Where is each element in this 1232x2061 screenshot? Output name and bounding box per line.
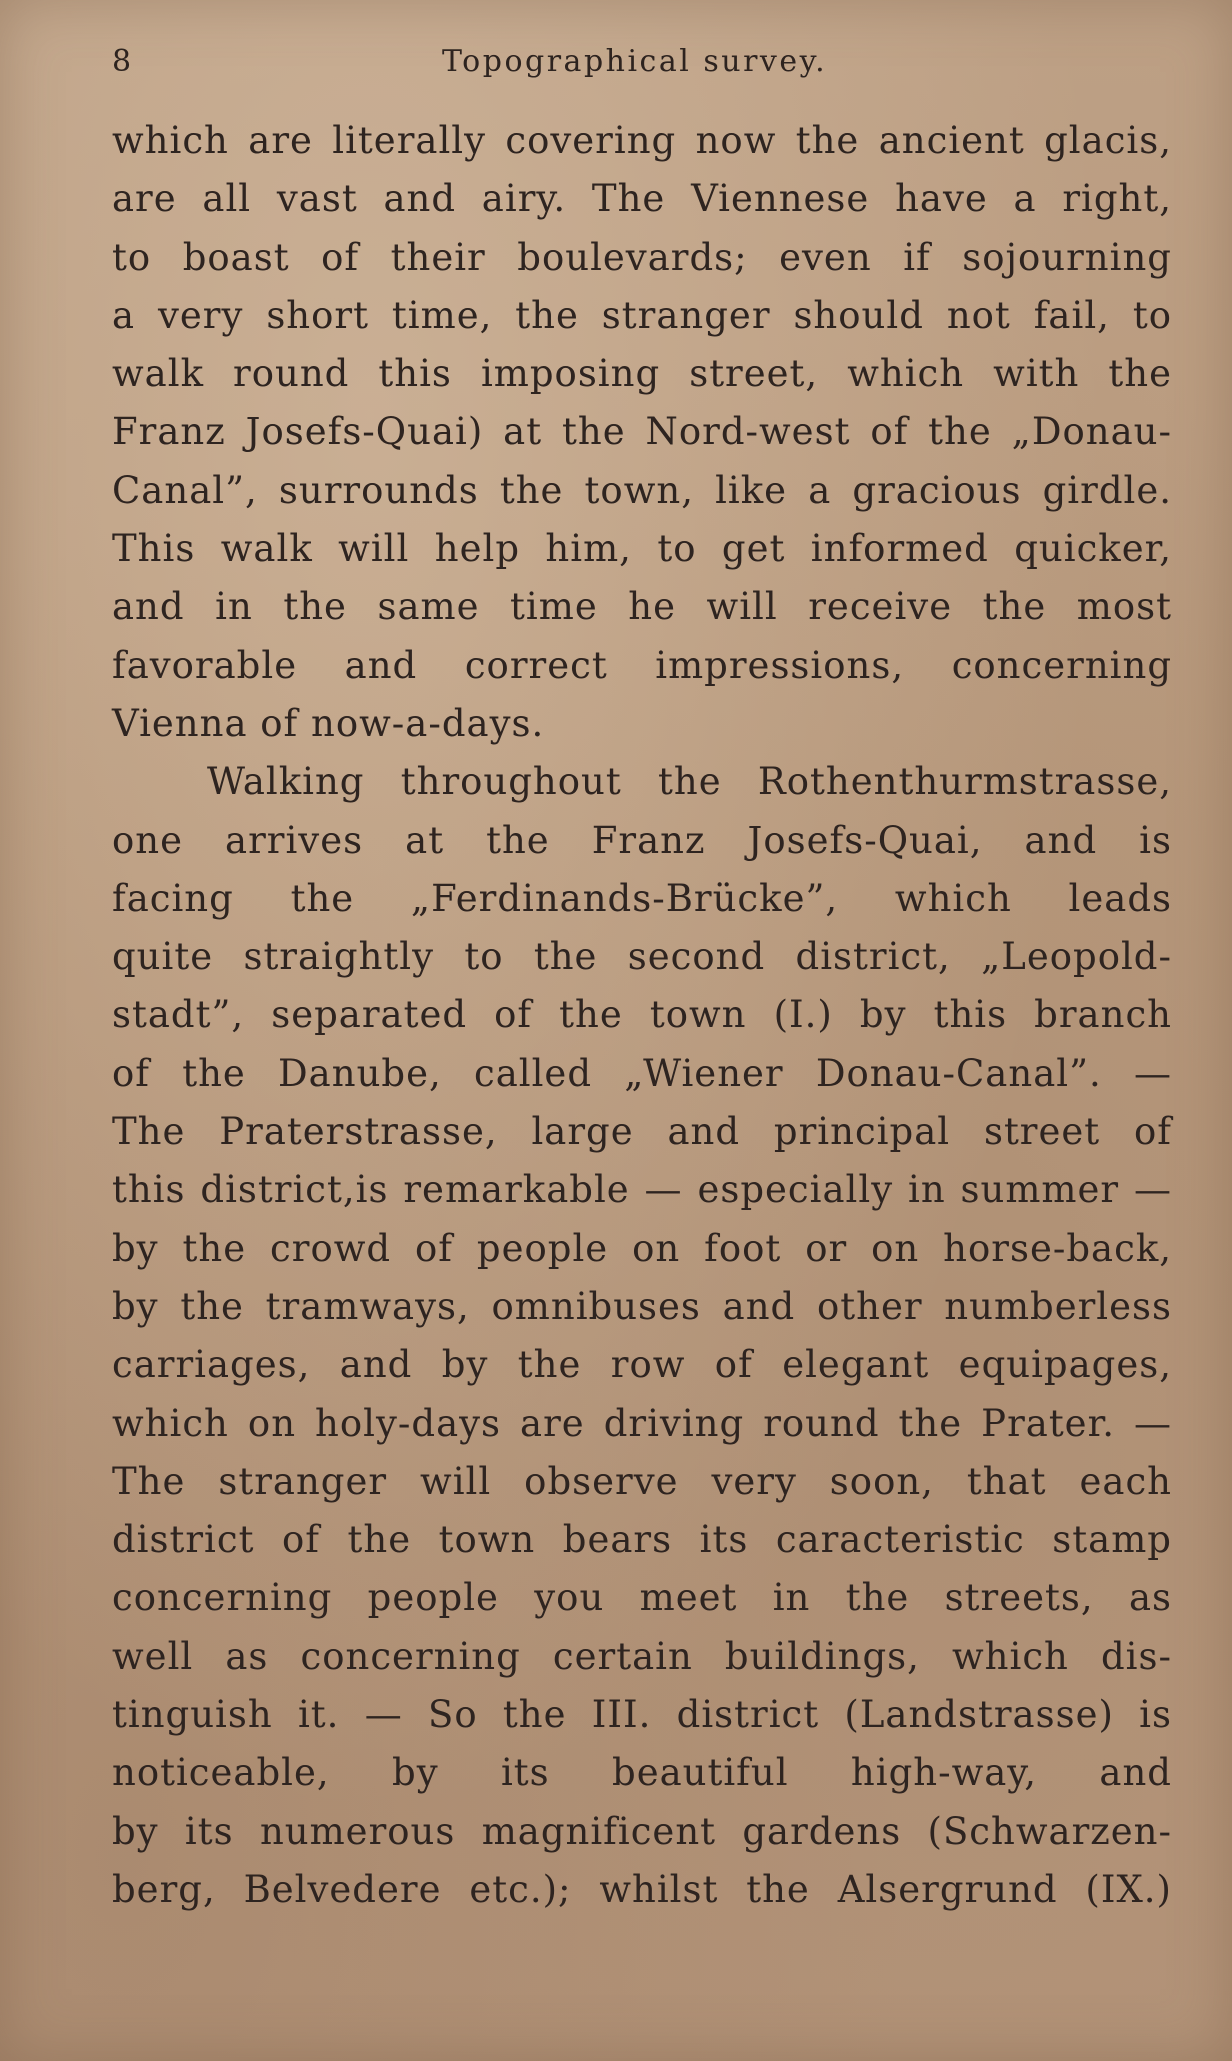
text-line: district of the town bears its caracteristic stamp [112,1518,1172,1562]
text-line: The Praterstrasse, large and principal street of [112,1110,1172,1154]
text-line: The stranger will observe very soon, that each [112,1459,1172,1503]
page-number: 8 [112,44,133,79]
text-line: concerning people you meet in the streets, as [112,1576,1172,1620]
page-header [112,38,1172,90]
text-line: Canal”, surrounds the town, like a gracious girdle. [112,468,1172,512]
text-line: stadt”, separated of the town (I.) by this branch [112,993,1172,1037]
text-line: a very short time, the stranger should not fail, to [112,293,1172,337]
text-line: Franz Josefs-Quai) at the Nord-west of the „Donau- [112,410,1172,454]
paragraph-start-line: Walking throughout the Rothenthurmstrasse, [207,760,1172,804]
text-line: well as concerning certain buildings, which dis- [112,1634,1172,1678]
text-line: and in the same time he will receive the most [112,585,1172,629]
text-line: which on holy-days are driving round the Prater. — [112,1401,1172,1445]
text-line: of the Danube, called „Wiener Donau-Canal”. — [112,1051,1172,1095]
body-text [112,112,1172,1919]
text-line: by its numerous magnificent gardens (Schwarzen- [112,1809,1172,1853]
text-line: which are literally covering now the ancient glacis, [112,119,1172,162]
text-line: by the tramways, omnibuses and other numberless [112,1284,1172,1328]
text-line: This walk will help him, to get informed quicker, [112,527,1172,571]
text-line: are all vast and airy. The Viennese have a right, [112,177,1172,221]
text-line: one arrives at the Franz Josefs-Quai, and is [112,818,1172,862]
text-line: facing the „Ferdinands-Brücke”, which leads [112,876,1172,920]
text-line: tinguish it. — So the III. district (Landstrasse) is [112,1693,1172,1737]
text-line: noticeable, by its beautiful high-way, and [112,1751,1172,1795]
running-head: Topographical survey. [442,44,828,79]
text-line: by the crowd of people on foot or on horse-back, [112,1226,1172,1270]
text-line: quite straightly to the second district, „Leopold- [112,935,1172,979]
text-line: berg, Belvedere etc.); whilst the Alsergrund (IX.) [112,1867,1172,1911]
text-line: to boast of their boulevards; even if sojourning [112,235,1172,279]
text-line: walk round this imposing street, which with the [112,352,1172,396]
text-line: carriages, and by the row of elegant equipages, [112,1343,1172,1387]
paragraph-end-line: Vienna of now-a-days. [112,701,545,745]
text-line: this district,is remarkable — especially in summer — [112,1168,1172,1212]
text-line: favorable and correct impressions, concerning [112,643,1172,687]
